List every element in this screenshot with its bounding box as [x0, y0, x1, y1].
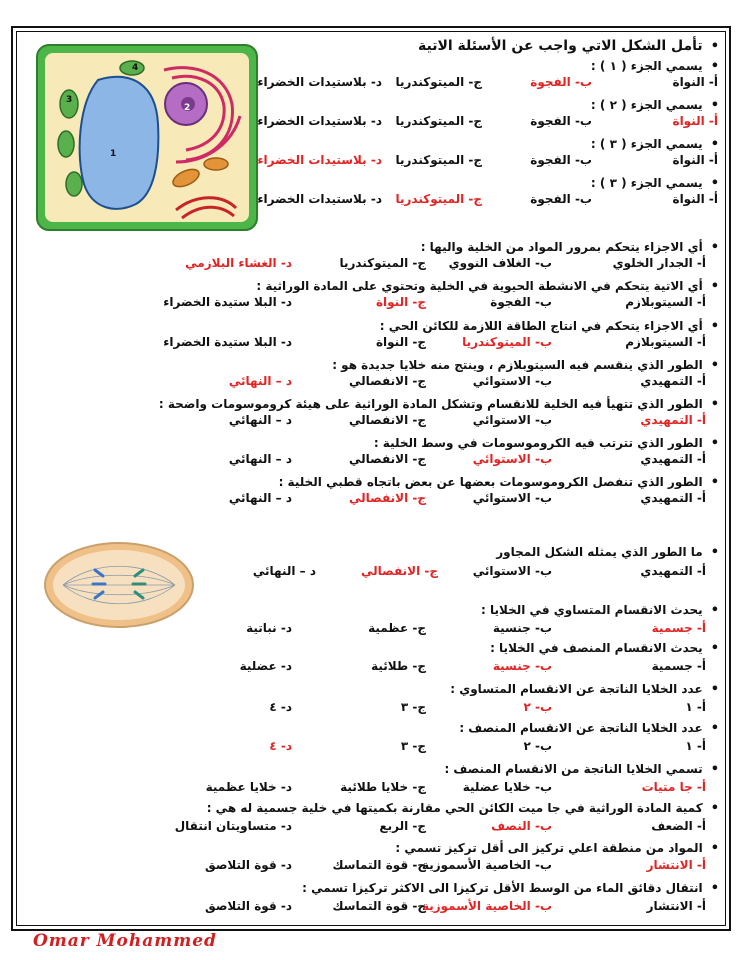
answer-option[interactable]: ب- الفجوة [530, 192, 592, 206]
label-4: 4 [132, 63, 139, 73]
answer-option[interactable]: أ- التمهيدي [640, 491, 706, 505]
answer-option[interactable]: أ- التمهيدي [640, 452, 706, 466]
answer-option[interactable]: د – النهائي [228, 413, 292, 427]
answer-option[interactable]: د- متساويتان انتقال [174, 819, 292, 833]
answer-option[interactable]: د- بلاستيدات الخضراء [257, 75, 382, 89]
answer-option[interactable]: ج- الانفصالي [349, 413, 426, 427]
correct-option[interactable]: ب- الفجوة [530, 75, 592, 89]
correct-option[interactable]: ب- النصف [491, 819, 552, 833]
answer-option[interactable]: ب- ٢ [523, 739, 552, 753]
answer-option[interactable]: ب- الغلاف النووي [448, 256, 552, 270]
answer-option[interactable]: د- ٤ [269, 700, 292, 714]
correct-option[interactable]: د- بلاستيدات الخضراء [257, 153, 382, 167]
correct-option[interactable]: ج- الانفصالي [361, 564, 438, 578]
answer-option[interactable]: أ- السيتوبلازم [625, 295, 706, 309]
correct-option[interactable]: د – النهائي [228, 374, 292, 388]
correct-option[interactable]: أ- جا متيات [641, 780, 706, 794]
question-text: • عدد الخلايا الناتجة عن الانقسام المتساوي : [450, 681, 719, 698]
question-text: • كمية المادة الوراثية في جا ميت الكائن الحي مقارنة بكميتها في خلية جسمية له هي : [207, 800, 719, 817]
question-text: • المواد من منطقة اعلي تركيز الى أقل تركيز تسمي : [395, 840, 719, 857]
answer-option[interactable]: أ- النواة [672, 153, 718, 167]
answer-option[interactable]: أ- الضعف [651, 819, 706, 833]
answer-option[interactable]: ج- عظمية [368, 621, 426, 635]
answer-option[interactable]: ج- ٣ [400, 739, 426, 753]
correct-option[interactable]: ب- جنسية [492, 659, 552, 673]
answer-option[interactable]: أ- ١ [685, 700, 706, 714]
answer-option[interactable]: ب- الفجوة [490, 295, 552, 309]
answer-option[interactable]: أ- النواة [672, 192, 718, 206]
answer-option[interactable]: أ- الانتشار [646, 899, 706, 913]
answer-option[interactable]: ج- الميتوكندريا [395, 75, 482, 89]
correct-option[interactable]: ب- الخاصية الأسموزية [421, 899, 552, 913]
answer-option[interactable]: د- البلا ستيدة الخضراء [163, 295, 292, 309]
answer-option[interactable]: ج- خلايا طلائية [340, 780, 426, 794]
question-text: • يسمي الجزء ( ٢ ) : [591, 97, 719, 114]
question-text: • عدد الخلايا الناتجة عن الانقسام المنصف : [459, 720, 719, 737]
question-text: • تسمي الخلايا الناتجة من الانقسام المنصف : [444, 761, 719, 778]
answer-option[interactable]: د- بلاستيدات الخضراء [257, 114, 382, 128]
answer-option[interactable]: أ- الجدار الخلوي [612, 256, 706, 270]
label-3: 3 [66, 95, 73, 105]
correct-option[interactable]: ج- الميتوكندريا [395, 192, 482, 206]
correct-option[interactable]: ب- الاستوائي [472, 452, 552, 466]
answer-option[interactable]: ب- الاستوائي [472, 374, 552, 388]
answer-option[interactable]: ب- الخاصية الأسموزية [421, 858, 552, 872]
answer-option[interactable]: د- البلا ستيدة الخضراء [163, 335, 292, 349]
signature: Omar Mohammed [33, 931, 217, 951]
answer-option[interactable]: ب- الاستوائي [472, 491, 552, 505]
answer-option[interactable]: ب- خلايا عضلية [462, 780, 552, 794]
answer-option[interactable]: ب- الفجوة [530, 114, 592, 128]
question-text: • ما الطور الذي يمثله الشكل المجاور [496, 544, 719, 561]
correct-option[interactable]: أ- النواة [672, 114, 718, 128]
answer-option[interactable]: ج- الميتوكندريا [395, 153, 482, 167]
answer-option[interactable]: د – النهائي [228, 491, 292, 505]
answer-option[interactable]: د – النهائي [228, 452, 292, 466]
answer-option[interactable]: ب- الاستوائي [472, 564, 552, 578]
answer-option[interactable]: ج- الميتوكندريا [339, 256, 426, 270]
question-text: • أي الاتية يتحكم في الانشطة الحيوية في الخلية وتحتوي على المادة الوراثية : [256, 278, 719, 295]
answer-option[interactable]: د- قوة التلاصق [205, 858, 292, 872]
answer-option[interactable]: ب- الاستوائي [472, 413, 552, 427]
answer-option[interactable]: أ- التمهيدي [640, 374, 706, 388]
answer-option[interactable]: أ- ١ [685, 739, 706, 753]
anaphase-figure [43, 540, 195, 630]
answer-option[interactable]: أ- السيتوبلازم [625, 335, 706, 349]
answer-option[interactable]: ج- طلائية [371, 659, 426, 673]
label-1: 1 [110, 149, 117, 159]
question-text: • الطور الذي تترتب فيه الكروموسومات في وسط الخلية : [374, 435, 719, 452]
answer-option[interactable]: ب- جنسية [492, 621, 552, 635]
question-text: • الطور الذي تنفصل الكروموسومات بعضها عن بعض باتجاه قطبي الخلية : [279, 474, 719, 491]
answer-option[interactable]: د – النهائي [252, 564, 316, 578]
answer-option[interactable]: ج- الانفصالي [349, 374, 426, 388]
answer-option[interactable]: ج- الربع [379, 819, 426, 833]
correct-option[interactable]: أ- الانتشار [646, 858, 706, 872]
correct-option[interactable]: ج- النواة [375, 295, 426, 309]
answer-option[interactable]: أ- التمهيدي [640, 564, 706, 578]
answer-option[interactable]: د- نباتية [246, 621, 292, 635]
answer-option[interactable]: أ- النواة [672, 75, 718, 89]
question-text: • انتقال دقائق الماء من الوسط الأقل تركيزا الى الاكثر تركيزا تسمي : [302, 880, 719, 897]
answer-option[interactable]: ج- الميتوكندريا [395, 114, 482, 128]
answer-option[interactable]: ج- النواة [375, 335, 426, 349]
correct-option[interactable]: ب- ٢ [523, 700, 552, 714]
answer-option[interactable]: د- بلاستيدات الخضراء [257, 192, 382, 206]
answer-option[interactable]: ب- الفجوة [530, 153, 592, 167]
answer-option[interactable]: د- قوة التلاصق [205, 899, 292, 913]
question-text: • يسمي الجزء ( ٣ ) : [591, 175, 719, 192]
answer-option[interactable]: ج- الانفصالي [349, 452, 426, 466]
correct-option[interactable]: د- ٤ [269, 739, 292, 753]
correct-option[interactable]: ب- الميتوكندريا [462, 335, 552, 349]
answer-option[interactable]: د- خلايا عظمية [205, 780, 292, 794]
correct-option[interactable]: د- الغشاء البلازمي [185, 256, 292, 270]
answer-option[interactable]: ج- ٣ [400, 700, 426, 714]
question-text: • يسمي الجزء ( ١ ) : [591, 58, 719, 75]
correct-option[interactable]: أ- التمهيدي [640, 413, 706, 427]
question-text: • أي الاجزاء يتحكم في انتاج الطاقة اللازمة للكائن الحي : [380, 318, 719, 335]
correct-option[interactable]: أ- جسمية [651, 621, 706, 635]
plant-cell-figure [36, 44, 258, 231]
label-2: 2 [184, 103, 191, 113]
question-text: • يحدث الانقسام المتساوي في الخلايا : [481, 602, 719, 619]
page-heading: • تأمل الشكل الاتي واجب عن الأسئلة الاتية [418, 38, 719, 55]
answer-option[interactable]: ج- قوة التماسك [332, 899, 426, 913]
answer-option[interactable]: ج- قوة التماسك [332, 858, 426, 872]
question-text: • الطور الذي تتهيأ فيه الخلية للانقسام وتشكل المادة الوراثية على هيئة كروموسومات واضحة : [159, 396, 719, 413]
question-text: • أي الاجزاء يتحكم بمرور المواد من الخلية واليها : [421, 239, 719, 256]
answer-option[interactable]: أ- جسمية [651, 659, 706, 673]
answer-option[interactable]: د- عضلية [239, 659, 292, 673]
question-text: • الطور الذي ينقسم فيه السيتوبلازم ، وينتج منه خلايا جديدة هو : [332, 357, 719, 374]
correct-option[interactable]: ج- الانفصالي [349, 491, 426, 505]
question-text: • يحدث الانقسام المنصف في الخلايا : [490, 640, 719, 657]
question-text: • يسمي الجزء ( ٣ ) : [591, 136, 719, 153]
